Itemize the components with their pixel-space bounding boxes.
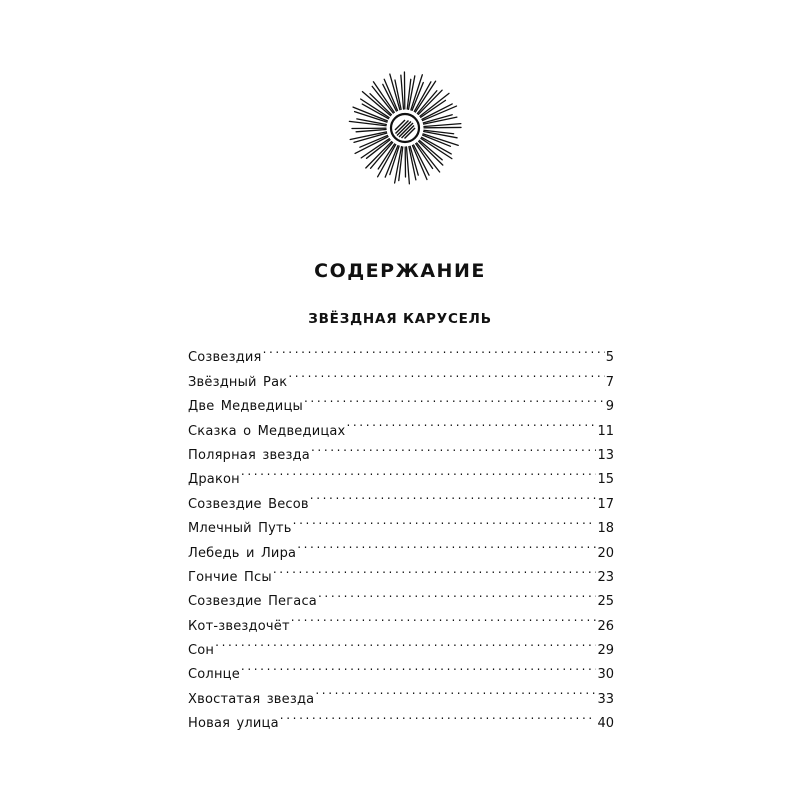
toc-entry[interactable] [188, 459, 614, 488]
toc-entry[interactable] [188, 654, 614, 683]
toc-entry-title: Звёздный Рак [188, 374, 288, 390]
dot-leader [311, 435, 596, 459]
toc-entry-title: Гончие Псы [188, 569, 272, 585]
dot-leader [215, 630, 596, 654]
toc-entry-title: Хвостатая звезда [188, 691, 315, 707]
dot-leader [291, 605, 597, 629]
dot-leader [241, 654, 597, 678]
toc-entry-title: Созвездие Весов [188, 496, 309, 512]
dot-leader [241, 459, 597, 483]
toc-title: СОДЕРЖАНИЕ [314, 260, 486, 282]
sun-ray [424, 124, 461, 127]
toc-entry-page: 33 [597, 691, 614, 707]
toc-entry-page: 40 [597, 716, 614, 732]
toc-entry[interactable] [188, 337, 614, 366]
sun-ray [356, 129, 386, 131]
toc-entry-title: Созвездия [188, 350, 262, 366]
toc-entry-title: Кот-звездочёт [188, 618, 290, 634]
toc-entry-title: Сказка о Медведицах [188, 423, 346, 439]
toc-entry-title: Сон [188, 643, 215, 659]
toc-entry-title: Полярная звезда [188, 447, 310, 463]
toc-entry-page: 9 [605, 399, 614, 415]
dot-leader [297, 532, 596, 556]
toc-entry-page: 20 [597, 545, 614, 561]
toc-entry-page: 17 [597, 496, 614, 512]
toc-entry-title: Дракон [188, 472, 240, 488]
dot-leader [288, 361, 604, 385]
toc-entry-page: 25 [597, 594, 614, 610]
dot-leader [304, 386, 605, 410]
sun-icon [347, 70, 463, 186]
toc-entry-page: 11 [597, 423, 614, 439]
sun-ray [406, 147, 409, 184]
toc-entry-page: 5 [605, 350, 614, 366]
toc-entry-page: 15 [597, 472, 614, 488]
sun-ray [390, 146, 399, 175]
table-of-contents [188, 337, 614, 732]
toc-entry[interactable] [188, 483, 614, 512]
toc-entry[interactable] [188, 630, 614, 659]
toc-entry-title: Две Медведицы [188, 399, 303, 415]
dot-leader [346, 410, 596, 434]
sun-ray [401, 75, 404, 109]
toc-entry-page: 7 [605, 374, 614, 390]
toc-entry-page: 30 [597, 667, 614, 683]
dot-leader [318, 581, 596, 605]
section-title: ЗВЁЗДНАЯ КАРУСЕЛЬ [308, 311, 492, 327]
dot-leader [315, 678, 596, 702]
toc-entry-title: Лебедь и Лира [188, 545, 297, 561]
toc-entry-title: Млечный Путь [188, 521, 292, 537]
toc-entry-page: 13 [597, 447, 614, 463]
toc-entry[interactable] [188, 678, 614, 707]
toc-entry-title: Солнце [188, 667, 240, 683]
dot-leader [310, 483, 597, 507]
dot-leader [273, 557, 597, 581]
dot-leader [280, 703, 597, 727]
toc-entry-title: Новая улица [188, 716, 279, 732]
toc-entry-page: 23 [597, 569, 614, 585]
dot-leader [293, 508, 597, 532]
toc-entry-page: 26 [597, 618, 614, 634]
toc-entry-page: 18 [597, 521, 614, 537]
toc-entry-page: 29 [597, 643, 614, 659]
dot-leader [263, 337, 605, 361]
toc-entry-title: Созвездие Пегаса [188, 594, 317, 610]
